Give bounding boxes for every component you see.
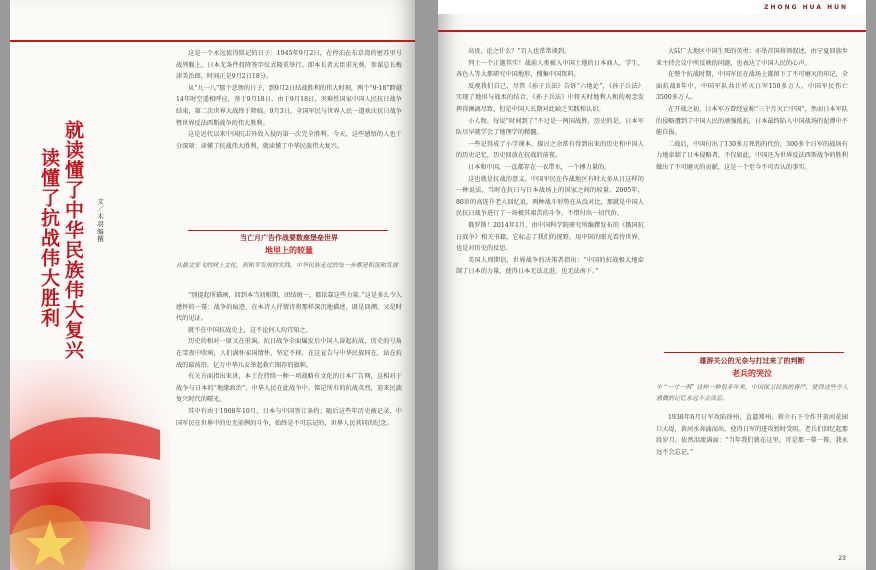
section-heading-line2: 老兵的哭泣 [732, 369, 772, 378]
flag-decoration [10, 360, 170, 570]
paragraph: 这是近代以来中国抗击外敌入侵的第一次完全胜利。今天，这些感悟的人也十分深刻：读懂了抗战伟大胜利，就读懂了中华民族伟大复兴。 [176, 131, 402, 150]
section-heading [176, 233, 402, 256]
paragraph: 这也就是抗战的意义。中国军民在作战地区有时大多从日这样的一种说法，当时在抗日与日本战场上的国家之间的较量。2005年，80岁的高连升老人回忆说，两种战斗形势在从没对比，那就是中国人民抗日战争进行了一场极其艰苦的斗争，不惜付出一切代价。 [456, 175, 644, 218]
title-block [38, 120, 150, 380]
paragraph: 有关方面指出来讲，本土在持续一种一项战略有文化的日本广告网，这相对于战争与日本的“地缘政治”，中华人民在此战争中，铭记所有的抗战英烈，迎来民族复兴时代的曙光。 [176, 373, 402, 404]
section-heading-line1: 雄辞关公的无奈与打过来了的判断 [699, 357, 805, 365]
top-red-rule [10, 40, 415, 42]
paragraph: 其中有由于1908年10月，日本与中国签订条约；随后这些年历史被记录，中国军民在世界中的史无前例的斗争，始终是不可忘记的，世界人民共同的纪念。 [176, 407, 402, 427]
paragraph: 一些记得成了小学课本，探讨之余常有得到出来的历史和中国人的历史记忆，历史回放在抗战的前夜。 [456, 140, 644, 160]
top-red-rule [438, 30, 866, 32]
paragraph: 俄罗斯！2014年1月，由中国科学院研究所编撰发布的《俄国抗日战争》相关书籍，它标志了我们的视野，用中国的眼光看待世界，也是对历史的反思。 [456, 221, 644, 253]
paragraph: 从“九一八”那个悲惨的日子，到9月2日结战胜利的伟大时刻，两个“9·18”跨越14年时空遥相呼应，基于9月18日，由于9月18日，灾难性国家中国人民抗日战争结束，第二次世界大战终于降临。9月3日，全国军民与世界人民一道欢庆抗日战争暨世界反法西斯战争的伟大胜利。 [176, 84, 402, 127]
page-number: 23 [838, 555, 846, 562]
paragraph: 列土一个正题其实！战前人类被入中国土地的日本商人，学生，各色人等大都研究中国地形，搜集中国资料。 [456, 59, 644, 79]
paragraph: 1938年6月日军攻陷徐州，直逼郑州。蒋介石下令炸开黄河花园口大堤，黄河水奔涌而出，使得日军的进攻暂时受阻。老兵们回忆起那段岁月，依然泪流满面：“当年我们就在这里，可是那一幕一幕，我永远不会忘记。” [656, 414, 848, 456]
section-divider [188, 230, 388, 231]
article-title-line1: 就读懂了中华民族伟大复兴 [62, 120, 84, 360]
paragraph: 二战后，中国付出了130多万死伤的代价，300多个日军的战场有力地牵制了日本侵略者，不仅如此，中国还为世界反法西斯战争的胜利做出了不可磨灭的贡献，这是一个至今不可否认的事实。 [656, 140, 848, 171]
right-column-1 [456, 46, 644, 554]
paragraph: 历史的相对一原又在重演。抗日战争全面爆发后中国人奋起抗战，历史的号角在雪夜中吹响，人们满怀家国情怀，坚定不移，在这宣告与中华民族同在，站在抗战的最前沿，亿万中华儿女举起救亡图存的旗帜。 [176, 338, 402, 369]
paragraph: 在开战之初，日本军方曾经宣称“三个月灭亡中国”，然而日本军队的侵略遭到了中国人民的顽强抵抗，日本最终陷入中国战场的泥潭中不能自拔。 [656, 105, 848, 137]
paragraph: 大陆广大地区中国生死的英勇；亦举首国将领叙述，由宁夏回族乡来主持会议中所反映的问题，也表达了中国人民的心声。 [656, 48, 848, 67]
section-divider [664, 352, 844, 353]
section-heading [656, 356, 848, 379]
right-page [438, 0, 866, 570]
left-column-top [176, 48, 402, 152]
paragraph: 高贵，论之什么？”百人也常常谈到。 [468, 48, 571, 55]
section-lead-quote: 从最文安飞的网上文化，到和平发展的实践，中华民族走过的每一步都是积淀和发展 [176, 262, 399, 269]
paragraph: 这是一个永远值得铭记的日子：1945年9月2日，在停泊在东京湾的密苏里号战列舰上，日本无条件投降签字仪式隆重举行。即本长者大臣重光葵，参谋总长梅津美治郎，时间正是9月2日18分。 [176, 50, 402, 81]
left-page [10, 0, 415, 570]
left-column-bottom [176, 290, 402, 562]
paragraph: 小人物，每说“时间到了”不过是一两国战胜，历史的是，日本军队尽早就学会了地理学的精髓。 [456, 117, 644, 137]
right-column-2-bottom [656, 412, 848, 552]
section-lead-quote: 丰 “一寸一两” 这样一种很多年来，中国保卫民族的尊严，使得这些令人感慨的记忆永远不会淡忘。 [656, 384, 848, 402]
running-header-text: ZHONG HUA HUN [764, 4, 848, 11]
paragraph: 美国人周期信，世界战争的决策者指出：“中国的抗战极大地牵制了日本的力量，使得日本无法北进，也无法南下。” [456, 256, 644, 276]
section-heading-line2: 地里上的较量 [265, 246, 313, 255]
paragraph: 日本和中国，一直都存在一衣带水，一个搏力量的。 [468, 163, 611, 171]
right-column-2 [656, 46, 848, 346]
paragraph: 反观我们自己，尽管《孙子兵法》告诉“六地论”，《孙子兵法》实现了地形与战术的结合，《孙子兵法》中将天时地利人和的观念发挥得淋漓尽致，但是中国人长期对此缺乏实践和认识。 [456, 82, 644, 113]
paragraph: 就不在中国抗战史上，这不论何人均宜知之。 [188, 326, 312, 334]
article-title-line2: 读懂了抗战伟大胜利 [38, 148, 60, 328]
paragraph: 在整个抗战时期，中国军民在战场上都留下了不可磨灭的印记，全面抗战8年中，中国军队共计歼灭日军150多万人，中国军民伤亡3500多万人。 [656, 71, 848, 102]
author-byline: 文／木羽编撰 [96, 198, 104, 243]
section-heading-line1: 当亡月广告作战要数座堡垒世界 [240, 234, 338, 242]
paragraph: “别提起所描画，回到本当初相期，团结统一，都依靠这些力量。”这是多么令人感怀的一幕：战争的痕迹，在本诗人抒情诗将那样深沉地描述，既是回溯，又是时代的见证。 [176, 292, 402, 323]
